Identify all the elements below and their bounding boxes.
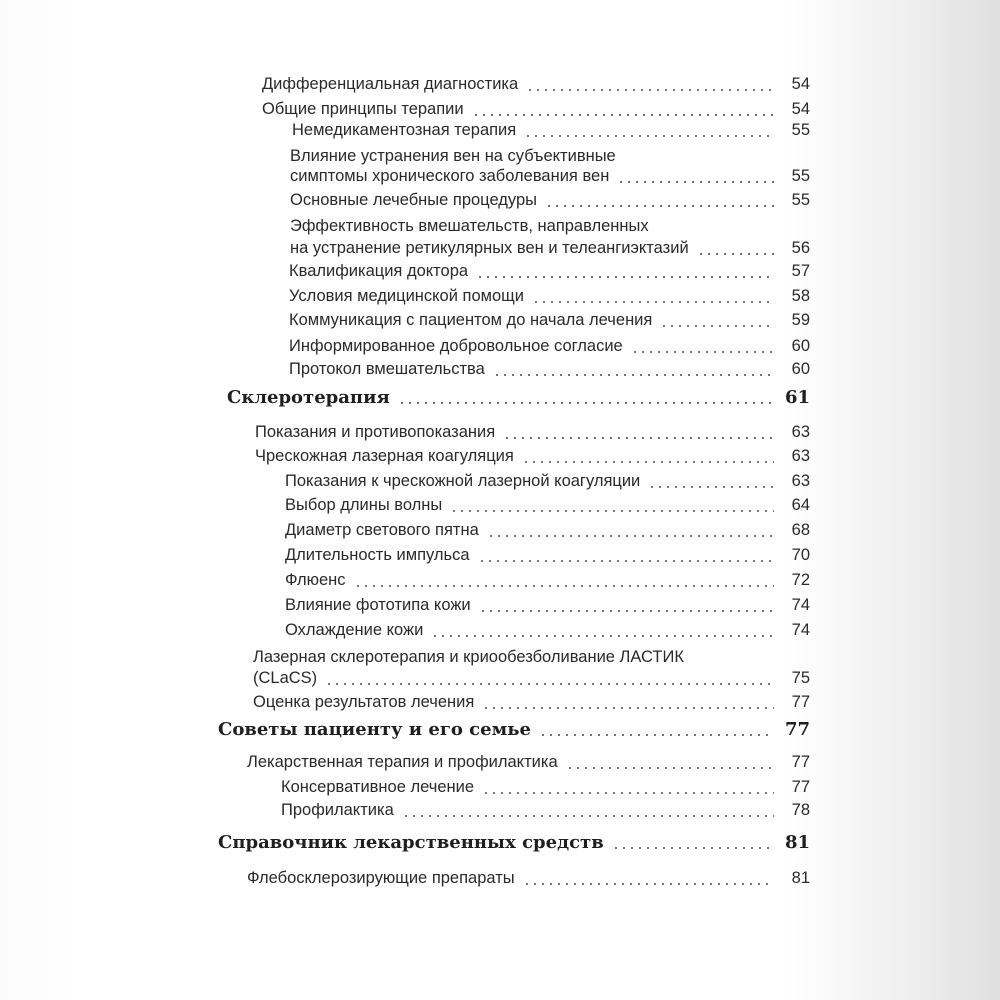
toc-entry-line — [0, 752, 820, 773]
entry-title: Протокол вмешательства — [289, 360, 485, 378]
page-number: 60 — [791, 360, 810, 378]
page-number: 54 — [791, 75, 810, 93]
toc-entry-line — [0, 832, 820, 853]
entry-title: Влияние фототипа кожи — [285, 596, 471, 614]
page-number: 81 — [791, 869, 810, 887]
toc-entry-line — [0, 777, 820, 798]
page-number: 74 — [791, 621, 810, 639]
dot-leader — [482, 707, 774, 709]
dot-leader — [524, 135, 774, 137]
page-number: 77 — [791, 753, 810, 771]
toc-entry-line — [0, 446, 820, 467]
dot-leader — [476, 276, 774, 278]
dot-leader — [660, 325, 774, 327]
entry-title: Охлаждение кожи — [285, 621, 424, 639]
page-number: 77 — [784, 719, 810, 740]
dot-leader — [566, 767, 774, 769]
dot-leader — [398, 402, 774, 404]
toc-entry-line — [0, 570, 820, 591]
dot-leader — [354, 585, 774, 587]
dot-leader — [325, 683, 774, 685]
dot-leader — [545, 205, 774, 207]
dot-leader — [503, 437, 774, 439]
page-number: 81 — [784, 832, 810, 853]
entry-title: Показания и противопоказания — [255, 423, 496, 441]
toc-entry-line — [0, 422, 820, 443]
toc-entry-line — [0, 595, 820, 616]
dot-leader — [472, 114, 774, 116]
entry-title: Лазерная склеротерапия и криообезболивание ЛАСТИК — [253, 648, 684, 666]
dot-leader — [532, 301, 774, 303]
page-number: 70 — [791, 546, 810, 564]
page-number: 77 — [791, 778, 810, 796]
entry-title: Длительность импульса — [285, 546, 470, 564]
toc-entry-line — [0, 336, 820, 357]
toc-entry-line — [0, 310, 820, 331]
toc-entry-line — [0, 800, 820, 821]
page-number: 77 — [791, 693, 810, 711]
dot-leader — [526, 89, 774, 91]
entry-title: (CLaCS) — [253, 669, 318, 687]
dot-leader — [402, 815, 774, 817]
toc-entry-line — [0, 74, 820, 95]
dot-leader — [617, 181, 774, 183]
page-number: 63 — [791, 472, 810, 490]
dot-leader — [487, 535, 774, 537]
page-number: 54 — [791, 100, 810, 118]
page-number: 63 — [791, 423, 810, 441]
page-number: 55 — [791, 121, 810, 139]
page-number: 60 — [791, 337, 810, 355]
entry-title: Эффективность вмешательств, направленных — [290, 217, 649, 235]
dot-leader — [522, 461, 774, 463]
entry-title: Информированное добровольное согласие — [289, 337, 623, 355]
dot-leader — [482, 792, 774, 794]
toc-entry-line — [0, 120, 820, 141]
page-number: 61 — [784, 387, 810, 408]
section-title: Справочник лекарственных средств — [218, 832, 604, 853]
toc-entry-line — [0, 471, 820, 492]
toc-entry-line — [0, 99, 820, 120]
toc-entry-line — [0, 359, 820, 380]
toc-entry-line — [0, 146, 820, 167]
dot-leader — [478, 560, 774, 562]
toc-entry-line — [0, 692, 820, 713]
toc-entry-line — [0, 238, 820, 259]
entry-title: симптомы хронического заболевания вен — [290, 167, 610, 185]
toc-entry-line — [0, 647, 820, 668]
dot-leader — [697, 253, 774, 255]
entry-title: на устранение ретикулярных вен и телеангиэктазий — [290, 239, 689, 257]
entry-title: Немедикаментозная терапия — [292, 121, 517, 139]
dot-leader — [539, 734, 774, 736]
dot-leader — [523, 883, 774, 885]
page-number: 57 — [791, 262, 810, 280]
entry-title: Влияние устранения вен на субъективные — [290, 147, 616, 165]
dot-leader — [431, 635, 774, 637]
toc-entry-line — [0, 620, 820, 641]
entry-title: Дифференциальная диагностика — [262, 75, 519, 93]
section-title: Советы пациенту и его семье — [218, 719, 531, 740]
page-number: 56 — [791, 239, 810, 257]
dot-leader — [450, 510, 774, 512]
section-title: Склеротерапия — [227, 387, 390, 408]
entry-title: Лекарственная терапия и профилактика — [247, 753, 558, 771]
toc-entry-line — [0, 190, 820, 211]
toc-entry-line — [0, 387, 820, 408]
entry-title: Диаметр светового пятна — [285, 521, 479, 539]
toc-entry-line — [0, 495, 820, 516]
toc-entry-line — [0, 286, 820, 307]
entry-title: Общие принципы терапии — [262, 100, 464, 118]
toc-entry-line — [0, 520, 820, 541]
dot-leader — [631, 351, 774, 353]
page-number: 58 — [791, 287, 810, 305]
entry-title: Показания к чрескожной лазерной коагуляции — [285, 472, 641, 490]
dot-leader — [493, 374, 774, 376]
page-number: 78 — [791, 801, 810, 819]
page-number: 75 — [791, 669, 810, 687]
entry-title: Консервативное лечение — [281, 778, 475, 796]
dot-leader — [479, 610, 774, 612]
toc-entry-line — [0, 719, 820, 740]
toc-entry-line — [0, 545, 820, 566]
entry-title: Профилактика — [281, 801, 394, 819]
toc-entry-line — [0, 166, 820, 187]
entry-title: Коммуникация с пациентом до начала лечения — [289, 311, 653, 329]
toc-entry-line — [0, 216, 820, 237]
dot-leader — [612, 847, 774, 849]
entry-title: Выбор длины волны — [285, 496, 443, 514]
page-number: 64 — [791, 496, 810, 514]
entry-title: Основные лечебные процедуры — [290, 191, 537, 209]
entry-title: Чрескожная лазерная коагуляция — [255, 447, 514, 465]
page-number: 72 — [791, 571, 810, 589]
toc-entry-line — [0, 868, 820, 889]
toc-entry-line — [0, 261, 820, 282]
entry-title: Флюенс — [285, 571, 346, 589]
entry-title: Флебосклерозирующие препараты — [247, 869, 515, 887]
page-number: 68 — [791, 521, 810, 539]
entry-title: Условия медицинской помощи — [289, 287, 524, 305]
page-number: 55 — [791, 167, 810, 185]
page-number: 55 — [791, 191, 810, 209]
page-number: 59 — [791, 311, 810, 329]
toc-entry-line — [0, 668, 820, 689]
page-number: 63 — [791, 447, 810, 465]
page-number: 74 — [791, 596, 810, 614]
entry-title: Оценка результатов лечения — [253, 693, 475, 711]
dot-leader — [648, 486, 774, 488]
entry-title: Квалификация доктора — [289, 262, 469, 280]
